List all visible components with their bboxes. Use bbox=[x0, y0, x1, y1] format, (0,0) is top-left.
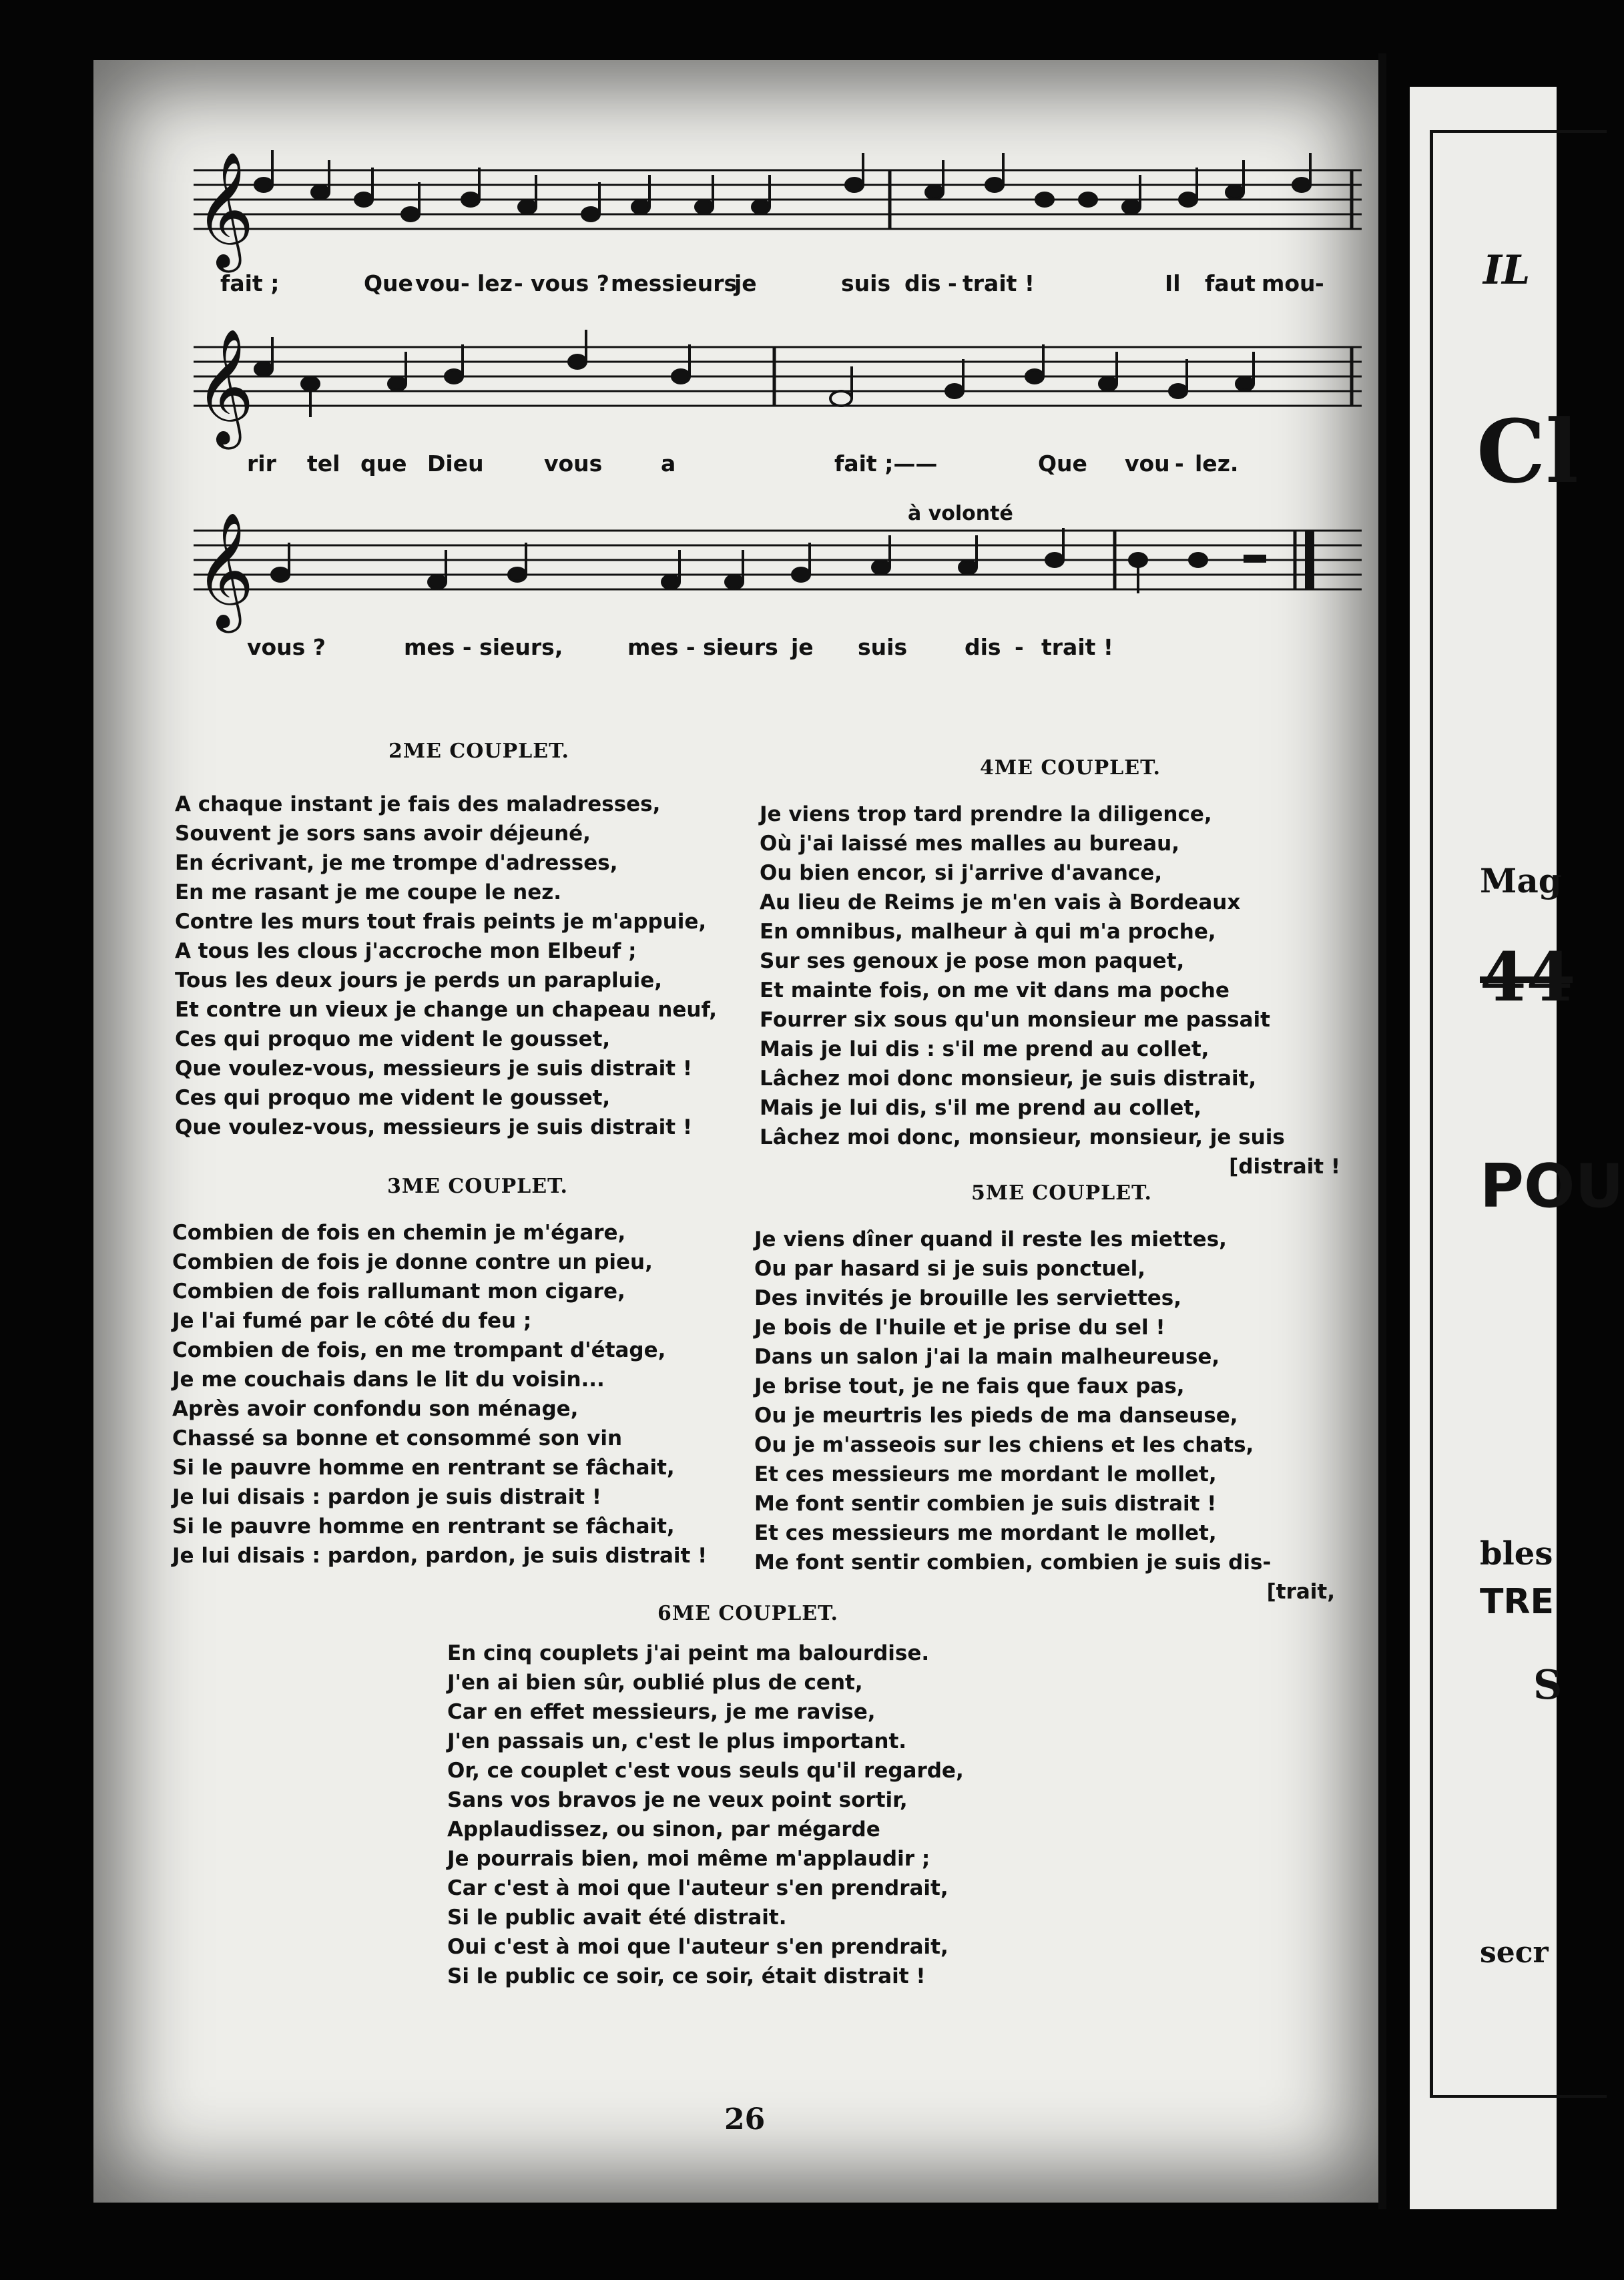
verse-line: Et ces messieurs me mordant le mollet, bbox=[754, 1462, 1217, 1486]
verse-line: Où j'ai laissé mes malles au bureau, bbox=[760, 832, 1179, 856]
verse-line: Combien de fois rallumant mon cigare, bbox=[172, 1279, 625, 1304]
couplet-title: 2ME COUPLET. bbox=[388, 740, 569, 763]
verse-line: En cinq couplets j'ai peint ma balourdise. bbox=[447, 1641, 930, 1665]
lyric-syllable: que bbox=[360, 451, 407, 477]
verse-line: Fourrer six sous qu'un monsieur me passait bbox=[760, 1008, 1270, 1032]
verse-line: Dans un salon j'ai la main malheureuse, bbox=[754, 1345, 1220, 1369]
lyric-syllable: suis bbox=[841, 270, 891, 296]
verse-line: Et ces messieurs me mordant le mollet, bbox=[754, 1521, 1217, 1545]
lyric-syllable: messieurs bbox=[611, 270, 738, 296]
lyric-syllable: fait ;—— bbox=[834, 451, 938, 477]
verse-line: J'en ai bien sûr, oublié plus de cent, bbox=[447, 1671, 863, 1695]
verse-line: Me font sentir combien je suis distrait ! bbox=[754, 1492, 1217, 1516]
verse-continuation: [trait, bbox=[1266, 1580, 1335, 1604]
verse-line: Oui c'est à moi que l'auteur s'en prendrait, bbox=[447, 1935, 949, 1959]
verse-line: Ces qui proquo me vident le gousset, bbox=[175, 1027, 611, 1051]
verse-line: Je viens dîner quand il reste les miettes, bbox=[754, 1227, 1227, 1251]
lyric-syllable: mes - sieurs, bbox=[404, 634, 563, 660]
verse-line: Souvent je sors sans avoir déjeuné, bbox=[175, 822, 591, 846]
lyric-syllable: vous bbox=[544, 451, 603, 477]
verse-line: Ou par hasard si je suis ponctuel, bbox=[754, 1257, 1145, 1281]
facing-fragment: IL bbox=[1483, 247, 1531, 294]
facing-fragment: S bbox=[1533, 1662, 1563, 1709]
verse-line: Et contre un vieux je change un chapeau neuf, bbox=[175, 998, 718, 1022]
lyric-syllable: je bbox=[791, 634, 814, 660]
verse-line: Je me couchais dans le lit du voisin... bbox=[172, 1368, 605, 1392]
verse-line: En écrivant, je me trompe d'adresses, bbox=[175, 851, 618, 875]
verse-line: Lâchez moi donc monsieur, je suis distrait, bbox=[760, 1067, 1257, 1091]
verse-line: Tous les deux jours je perds un parapluie, bbox=[175, 968, 663, 992]
verse-line: Sur ses genoux je pose mon paquet, bbox=[760, 949, 1185, 973]
verse-line: Car c'est à moi que l'auteur s'en prendrait, bbox=[447, 1876, 949, 1900]
lyrics-row-3 bbox=[220, 634, 1368, 674]
verse-line: Mais je lui dis, s'il me prend au collet, bbox=[760, 1096, 1202, 1120]
lyric-syllable: vou bbox=[1125, 451, 1170, 477]
lyric-syllable: vou bbox=[415, 270, 461, 296]
lyrics-row-1 bbox=[220, 270, 1368, 310]
couplet-title: 3ME COUPLET. bbox=[387, 1175, 568, 1198]
verse-line: Je lui disais : pardon je suis distrait ! bbox=[172, 1485, 601, 1509]
lyric-syllable: - bbox=[1175, 451, 1184, 477]
lyrics-row-2 bbox=[220, 451, 1368, 491]
lyric-syllable: trait ! bbox=[1041, 634, 1113, 660]
verse-line: Je pourrais bien, moi même m'applaudir ; bbox=[447, 1847, 930, 1871]
lyric-syllable: trait ! bbox=[963, 270, 1035, 296]
svg-text:𝄞: 𝄞 bbox=[195, 328, 254, 445]
page-number: 26 bbox=[724, 2102, 766, 2136]
lyric-syllable: Il bbox=[1165, 270, 1181, 296]
lyric-syllable: je bbox=[734, 270, 757, 296]
lyric-syllable: Dieu bbox=[427, 451, 484, 477]
facing-page bbox=[1410, 87, 1624, 2209]
verse-line: Sans vos bravos je ne veux point sortir, bbox=[447, 1788, 908, 1812]
couplet-title: 4ME COUPLET. bbox=[980, 756, 1161, 780]
lyric-syllable: faut bbox=[1205, 270, 1256, 296]
verse-line: Je viens trop tard prendre la diligence, bbox=[760, 802, 1212, 826]
svg-text:𝄞: 𝄞 bbox=[195, 512, 254, 628]
verse-continuation: [distrait ! bbox=[1229, 1155, 1340, 1179]
verse-line: En omnibus, malheur à qui m'a proche, bbox=[760, 920, 1216, 944]
lyric-syllable: lez. bbox=[1195, 451, 1239, 477]
verse-line: Je brise tout, je ne fais que faux pas, bbox=[754, 1374, 1185, 1398]
verse-line: Et mainte fois, on me vit dans ma poche bbox=[760, 978, 1230, 1003]
verse-line: Contre les murs tout frais peints je m'appuie, bbox=[175, 910, 707, 934]
lyric-syllable: fait ; bbox=[220, 270, 280, 296]
lyric-syllable: mes - sieurs bbox=[627, 634, 778, 660]
verse-line: Combien de fois en chemin je m'égare, bbox=[172, 1221, 626, 1245]
verse-line: En me rasant je me coupe le nez. bbox=[175, 880, 562, 904]
lyric-syllable: tel bbox=[307, 451, 340, 477]
verse-line: A chaque instant je fais des maladresses, bbox=[175, 792, 661, 816]
verse-line: Je l'ai fumé par le côté du feu ; bbox=[172, 1309, 532, 1333]
lyric-syllable: lez bbox=[477, 270, 513, 296]
verse-line: Si le pauvre homme en rentrant se fâchait, bbox=[172, 1456, 675, 1480]
verse-line: Ces qui proquo me vident le gousset, bbox=[175, 1086, 611, 1110]
verse-line: Me font sentir combien, combien je suis dis- bbox=[754, 1550, 1272, 1575]
facing-fragment: bles bbox=[1480, 1535, 1553, 1573]
verse-line: Des invités je brouille les serviettes, bbox=[754, 1286, 1182, 1310]
couplet-title: 5ME COUPLET. bbox=[971, 1181, 1152, 1205]
verse-line: Après avoir confondu son ménage, bbox=[172, 1397, 579, 1421]
verse-line: Si le public avait été distrait. bbox=[447, 1906, 787, 1930]
verse-line: Mais je lui dis : s'il me prend au collet, bbox=[760, 1037, 1209, 1061]
lyric-syllable: - bbox=[1315, 270, 1324, 296]
lyric-syllable: vous ? bbox=[247, 634, 326, 660]
lyric-syllable: Que bbox=[1038, 451, 1087, 477]
verse-line: Applaudissez, ou sinon, par mégarde bbox=[447, 1817, 880, 1841]
verse-line: Que voulez-vous, messieurs je suis distrait ! bbox=[175, 1057, 692, 1081]
page-gutter bbox=[1378, 53, 1386, 2209]
lyric-syllable: - bbox=[1015, 634, 1024, 660]
facing-fragment: POU bbox=[1480, 1151, 1624, 1221]
verse-line: Que voulez-vous, messieurs je suis distrait ! bbox=[175, 1115, 692, 1139]
lyric-syllable: mou bbox=[1262, 270, 1316, 296]
couplet-title: 6ME COUPLET. bbox=[657, 1602, 838, 1625]
verse-line: J'en passais un, c'est le plus important. bbox=[447, 1729, 907, 1753]
verse-line: Ou je meurtris les pieds de ma danseuse, bbox=[754, 1404, 1238, 1428]
lyric-syllable: vous ? bbox=[531, 270, 609, 296]
verse-line: Ou je m'asseois sur les chiens et les chats, bbox=[754, 1433, 1254, 1457]
lyric-syllable: rir bbox=[247, 451, 276, 477]
lyric-syllable: dis bbox=[904, 270, 941, 296]
svg-text:𝄞: 𝄞 bbox=[195, 152, 254, 268]
verse-line: Lâchez moi donc, monsieur, monsieur, je suis bbox=[760, 1125, 1285, 1149]
lyric-syllable: - bbox=[514, 270, 523, 296]
facing-fragment: secr bbox=[1480, 1936, 1549, 1970]
lyric-syllable: Que bbox=[364, 270, 413, 296]
lyric-syllable: - bbox=[948, 270, 957, 296]
lyric-syllable: - bbox=[461, 270, 470, 296]
facing-fragment: TRE bbox=[1480, 1582, 1555, 1622]
verse-line: Je lui disais : pardon, pardon, je suis distrait ! bbox=[172, 1544, 708, 1568]
staff-1-notation bbox=[100, 144, 1368, 277]
lyric-syllable: dis bbox=[965, 634, 1001, 660]
facing-fragment: 44 bbox=[1480, 938, 1573, 1017]
verse-line: Car en effet messieurs, je me ravise, bbox=[447, 1700, 876, 1724]
verse-line: Ou bien encor, si j'arrive d'avance, bbox=[760, 861, 1163, 885]
facing-fragment: Cl bbox=[1476, 400, 1579, 503]
verse-line: Chassé sa bonne et consommé son vin bbox=[172, 1426, 623, 1450]
verse-line: Or, ce couplet c'est vous seuls qu'il regarde, bbox=[447, 1759, 964, 1783]
lyric-syllable: suis bbox=[858, 634, 908, 660]
verse-line: Si le pauvre homme en rentrant se fâchait, bbox=[172, 1514, 675, 1538]
verse-line: Combien de fois je donne contre un pieu, bbox=[172, 1250, 653, 1274]
verse-line: Au lieu de Reims je m'en vais à Bordeaux bbox=[760, 890, 1241, 914]
music-staff-3 bbox=[100, 504, 1368, 637]
verse-line: A tous les clous j'accroche mon Elbeuf ; bbox=[175, 939, 637, 963]
staff-2-notation bbox=[100, 320, 1368, 454]
verse-line: Si le public ce soir, ce soir, était distrait ! bbox=[447, 1964, 926, 1988]
verse-line: Combien de fois, en me trompant d'étage, bbox=[172, 1338, 666, 1362]
verse-line: Je bois de l'huile et je prise du sel ! bbox=[754, 1316, 1165, 1340]
staff-3-notation bbox=[100, 504, 1368, 637]
facing-fragment: Mag bbox=[1480, 861, 1562, 900]
music-staff-1 bbox=[100, 144, 1368, 277]
music-staff-2 bbox=[100, 320, 1368, 454]
tempo-marking: à volonté bbox=[908, 502, 1013, 525]
lyric-syllable: a bbox=[661, 451, 676, 477]
